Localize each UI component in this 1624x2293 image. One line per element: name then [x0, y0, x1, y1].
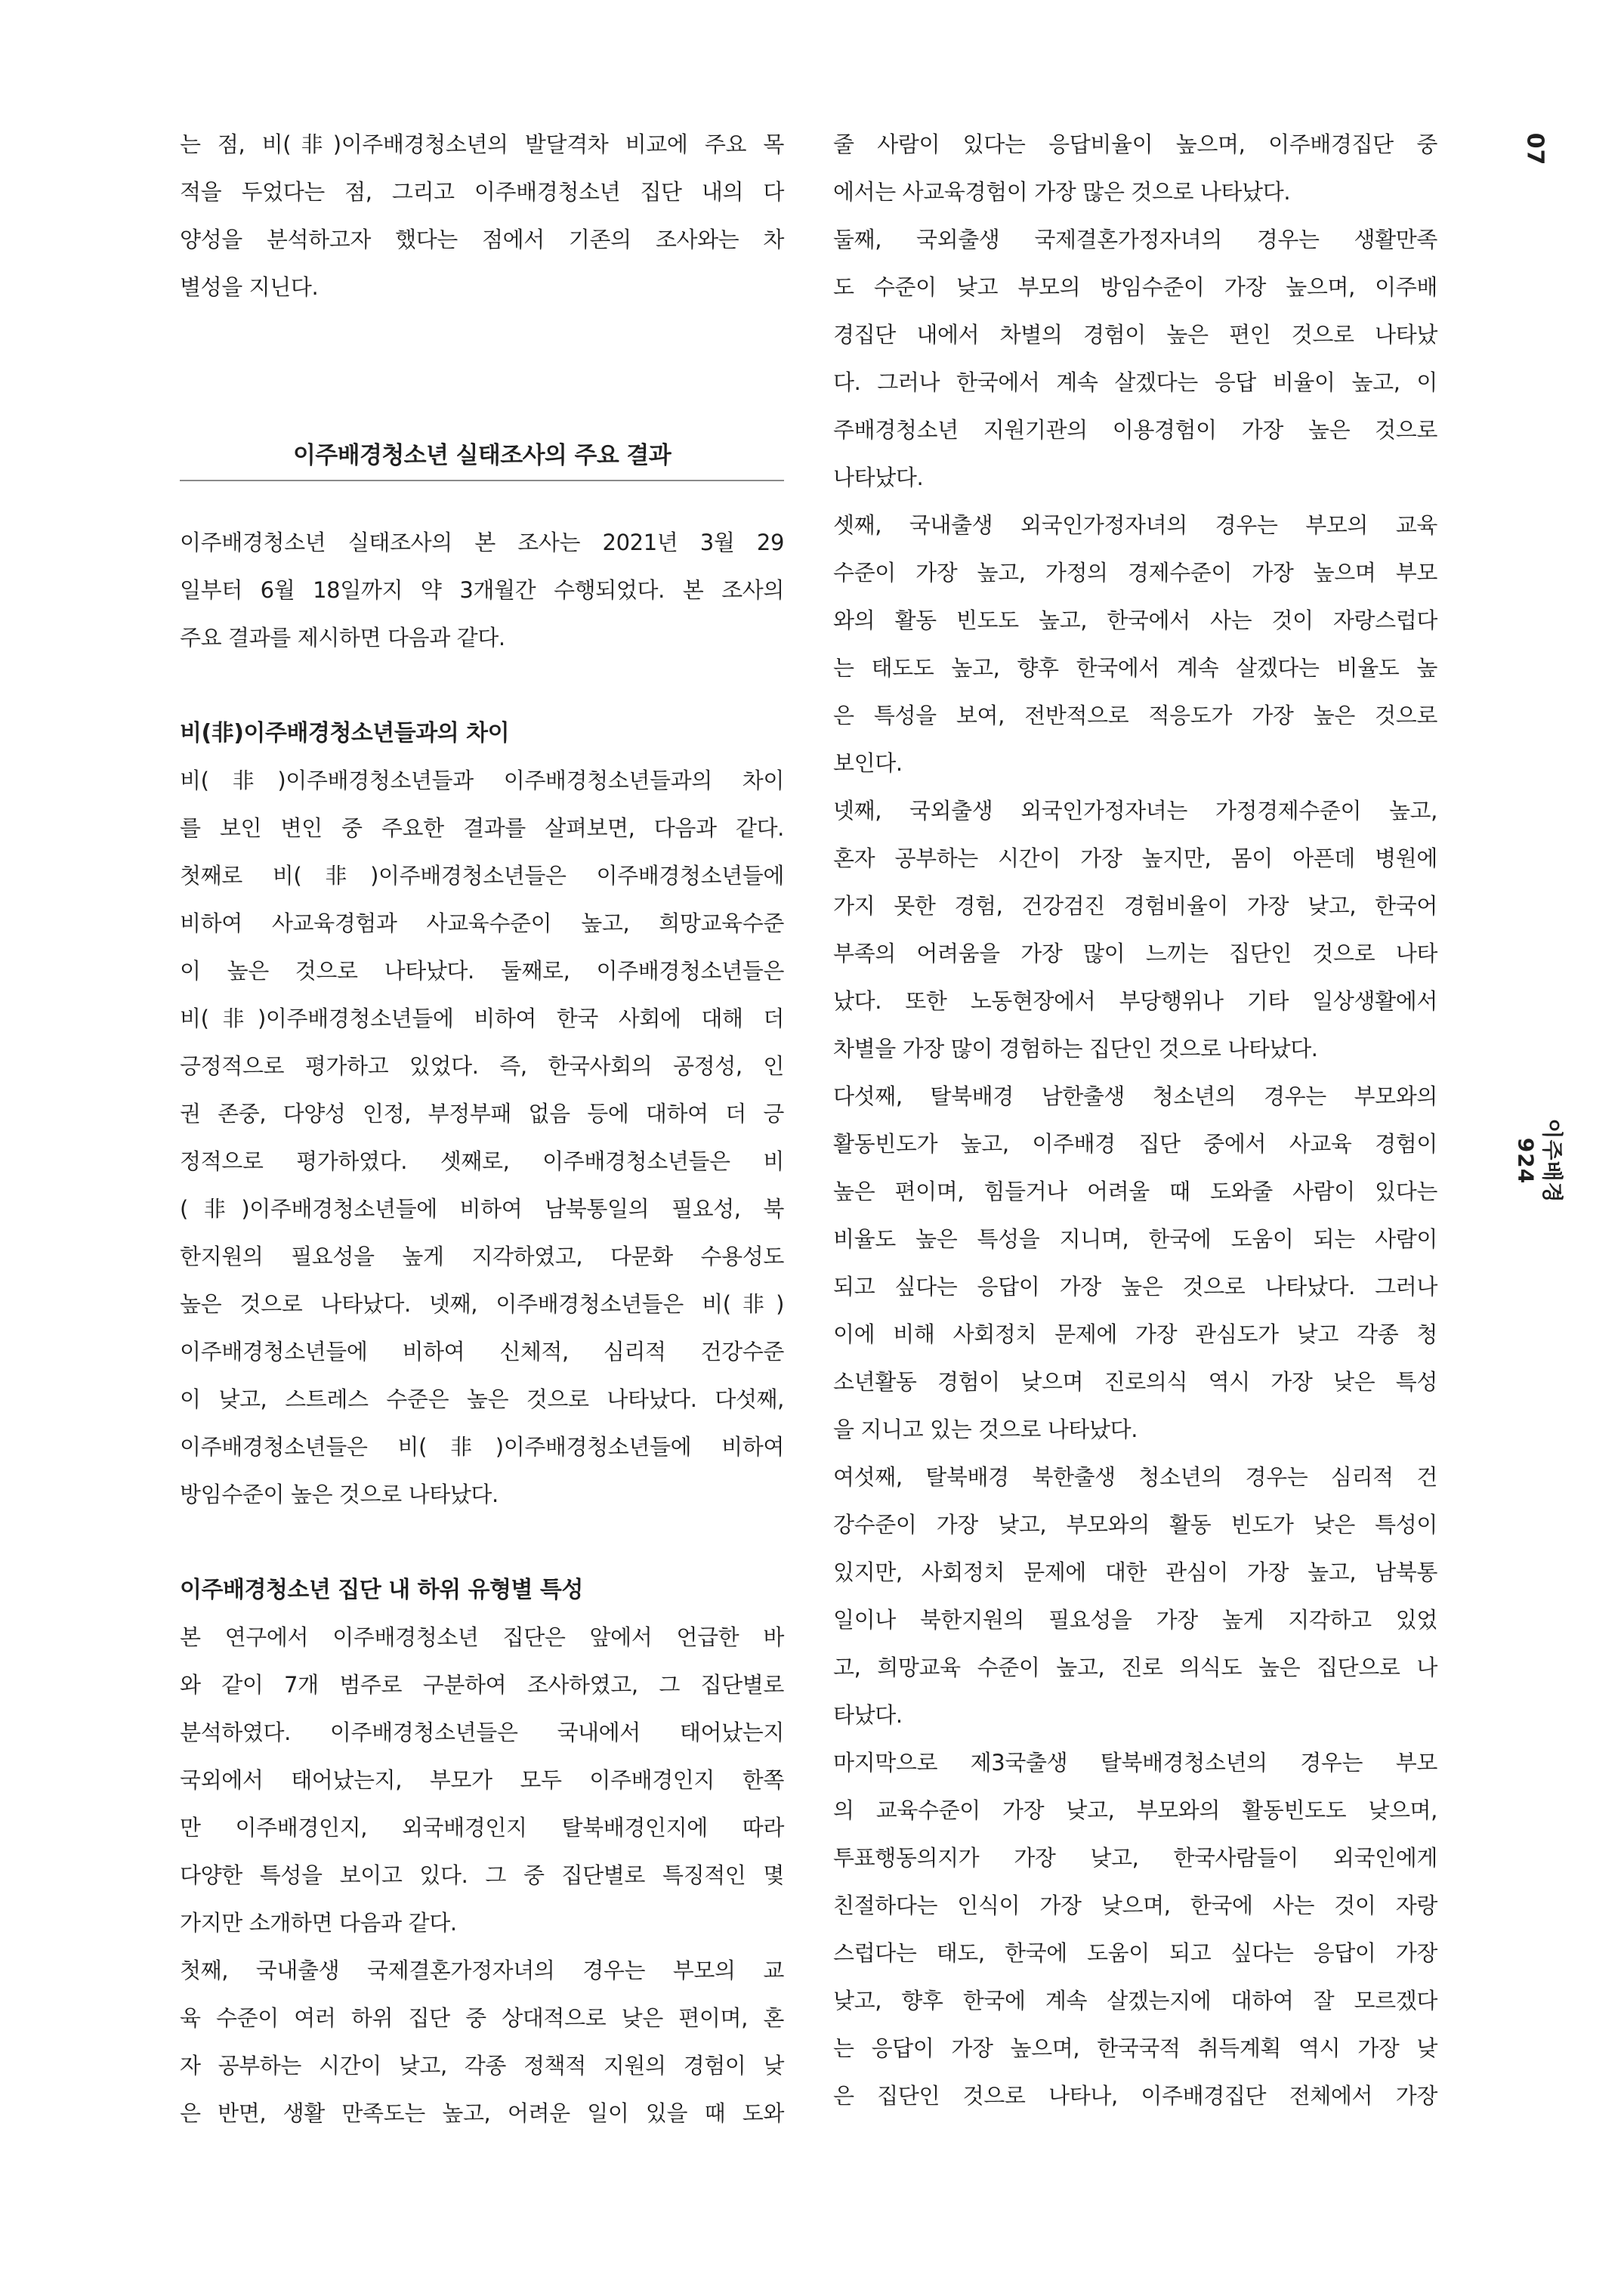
- subsection-title-differences: 비(非)이주배경청소년들과의 차이: [180, 720, 510, 746]
- paragraph-second-group: [833, 216, 1437, 502]
- paragraph-continued: [833, 121, 1437, 216]
- text-line: 양성을 분석하고자 했다는 점에서 기존의 조사와는 차: [180, 227, 784, 252]
- text-line: 에서는 사교육경험이 가장 많은 것으로 나타났다.: [833, 179, 1291, 205]
- section-title: 이주배경청소년 실태조사의 주요 결과: [292, 442, 672, 469]
- text-line: 높은 것으로 나타났다. 넷째, 이주배경청소년들은 비(非): [180, 1291, 784, 1317]
- text-line: 다. 그러나 한국에서 계속 살겠다는 응답 비율이 높고, 이: [833, 369, 1437, 395]
- text-line: 첫째, 국내출생 국제결혼가정자녀의 경우는 부모의 교: [180, 1958, 784, 1983]
- text-line: 둘째, 국외출생 국제결혼가정자녀의 경우는 생활만족: [833, 227, 1437, 252]
- text-line: 타났다.: [833, 1702, 903, 1728]
- text-line: 이주배경청소년들은 비(非)이주배경청소년들에 비하여: [180, 1434, 784, 1460]
- page-number: 07: [1521, 132, 1548, 166]
- text-line: 비(非)이주배경청소년들에 비하여 한국 사회에 대해 더: [180, 1006, 784, 1031]
- text-line: 스럽다는 태도, 한국에 도움이 되고 싶다는 응답이 가장: [833, 1940, 1437, 1966]
- paragraph-fourth-group: [833, 787, 1437, 1073]
- text-line: 를 보인 변인 중 주요한 결과를 살펴보면, 다음과 같다.: [180, 815, 784, 841]
- left-column: [180, 121, 784, 2137]
- text-line: 이 낮고, 스트레스 수준은 높은 것으로 나타났다. 다섯째,: [180, 1386, 784, 1412]
- text-line: 첫째로 비(非)이주배경청소년들은 이주배경청소년들에: [180, 863, 784, 888]
- text-line: 와 같이 7개 범주로 구분하여 조사하였고, 그 집단별로: [180, 1672, 784, 1698]
- text-line: 자 공부하는 시간이 낮고, 각종 정책적 지원의 경험이 낮: [180, 2053, 784, 2078]
- text-line: 고, 희망교육 수준이 높고, 진로 의식도 높은 집단으로 나: [833, 1655, 1437, 1680]
- subtypes-paragraph: [180, 1614, 784, 1947]
- text-line: 여섯째, 탈북배경 북한출생 청소년의 경우는 심리적 건: [833, 1464, 1437, 1490]
- paragraph-fifth-group: [833, 1073, 1437, 1454]
- text-line: 육 수준이 여러 하위 집단 중 상대적으로 낮은 편이며, 혼: [180, 2005, 784, 2031]
- text-line: 한지원의 필요성을 높게 지각하였고, 다문화 수용성도: [180, 1244, 784, 1269]
- text-line: (非)이주배경청소년들에 비하여 남북통일의 필요성, 북: [180, 1196, 784, 1222]
- subsection-title-subtypes: 이주배경청소년 집단 내 하위 유형별 특성: [180, 1577, 583, 1603]
- text-line: 은 특성을 보여, 전반적으로 적응도가 가장 높은 것으로: [833, 703, 1437, 728]
- text-line: 주요 결과를 제시하면 다음과 같다.: [180, 625, 505, 651]
- text-line: 이에 비해 사회정치 문제에 가장 관심도가 낮고 각종 청: [833, 1321, 1437, 1347]
- text-line: 줄 사람이 있다는 응답비율이 높으며, 이주배경집단 중: [833, 131, 1437, 157]
- text-line: 이주배경청소년들에 비하여 신체적, 심리적 건강수준: [180, 1339, 784, 1364]
- text-line: 혼자 공부하는 시간이 가장 높지만, 몸이 아픈데 병원에: [833, 845, 1437, 871]
- text-line: 활동빈도가 높고, 이주배경 집단 중에서 사교육 경험이: [833, 1131, 1437, 1157]
- text-line: 보인다.: [833, 750, 903, 776]
- text-line: 가지만 소개하면 다음과 같다.: [180, 1910, 457, 1936]
- text-line: 비(非)이주배경청소년들과 이주배경청소년들과의 차이: [180, 768, 784, 793]
- text-line: 만 이주배경인지, 외국배경인지 탈북배경인지에 따라: [180, 1815, 784, 1840]
- text-line: 나타났다.: [833, 465, 924, 490]
- text-line: 와의 활동 빈도도 높고, 한국에서 사는 것이 자랑스럽다: [833, 607, 1437, 633]
- paragraph-sixth-group: [833, 1454, 1437, 1739]
- text-line: 투표행동의지가 가장 낮고, 한국사람들이 외국인에게: [833, 1845, 1437, 1871]
- text-line: 가지 못한 경험, 건강검진 경험비율이 가장 낮고, 한국어: [833, 893, 1437, 919]
- text-line: 일이나 북한지원의 필요성을 가장 높게 지각하고 있었: [833, 1607, 1437, 1633]
- paragraph-third-group: [833, 502, 1437, 787]
- text-line: 높은 편이며, 힘들거나 어려울 때 도와줄 사람이 있다는: [833, 1179, 1437, 1204]
- section-divider: [180, 480, 784, 481]
- text-line: 경집단 내에서 차별의 경험이 높은 편인 것으로 나타났: [833, 322, 1437, 348]
- text-line: 는 태도도 높고, 향후 한국에서 계속 살겠다는 비율도 높: [833, 655, 1437, 681]
- first-group-paragraph: [180, 1947, 784, 2137]
- text-line: 의 교육수준이 가장 낮고, 부모와의 활동빈도도 낮으며,: [833, 1797, 1437, 1823]
- text-line: 비율도 높은 특성을 지니며, 한국에 도움이 되는 사람이: [833, 1226, 1437, 1252]
- text-line: 별성을 지닌다.: [180, 274, 319, 300]
- magazine-side-tag: 이주배경924: [1513, 1118, 1565, 1204]
- text-line: 넷째, 국외출생 외국인가정자녀는 가정경제수준이 높고,: [833, 798, 1437, 824]
- text-line: 셋째, 국내출생 외국인가정자녀의 경우는 부모의 교육: [833, 512, 1437, 538]
- text-line: 소년활동 경험이 낮으며 진로의식 역시 가장 낮은 특성: [833, 1369, 1437, 1395]
- text-line: 국외에서 태어났는지, 부모가 모두 이주배경인지 한쪽: [180, 1767, 784, 1793]
- text-line: 부족의 어려움을 가장 많이 느끼는 집단인 것으로 나타: [833, 941, 1437, 966]
- text-line: 본 연구에서 이주배경청소년 집단은 앞에서 언급한 바: [180, 1624, 784, 1650]
- text-line: 친절하다는 인식이 가장 낮으며, 한국에 사는 것이 자랑: [833, 1893, 1437, 1918]
- text-line: 은 집단인 것으로 나타나, 이주배경집단 전체에서 가장: [833, 2083, 1437, 2109]
- text-line: 는 응답이 가장 높으며, 한국국적 취득계획 역시 가장 낮: [833, 2035, 1437, 2061]
- text-line: 수준이 가장 높고, 가정의 경제수준이 가장 높으며 부모: [833, 560, 1437, 586]
- paragraph-seventh-group: [833, 1739, 1437, 2120]
- survey-paragraph: [180, 519, 784, 662]
- text-line: 이주배경청소년 실태조사의 본 조사는 2021년 3월 29: [180, 530, 784, 555]
- text-line: 되고 싶다는 응답이 가장 높은 것으로 나타났다. 그러나: [833, 1274, 1437, 1299]
- text-line: 있지만, 사회정치 문제에 대한 관심이 가장 높고, 남북통: [833, 1559, 1437, 1585]
- text-line: 도 수준이 낮고 부모의 방임수준이 가장 높으며, 이주배: [833, 274, 1437, 300]
- text-line: 다양한 특성을 보이고 있다. 그 중 집단별로 특징적인 몇: [180, 1862, 784, 1888]
- text-line: 주배경청소년 지원기관의 이용경험이 가장 높은 것으로: [833, 417, 1437, 443]
- right-column: [833, 121, 1437, 2120]
- text-line: 분석하였다. 이주배경청소년들은 국내에서 태어났는지: [180, 1720, 784, 1745]
- text-line: 정적으로 평가하였다. 셋째로, 이주배경청소년들은 비: [180, 1148, 784, 1174]
- differences-paragraph: [180, 757, 784, 1519]
- text-line: 낮고, 향후 한국에 계속 살겠는지에 대하여 잘 모르겠다: [833, 1988, 1437, 2013]
- text-line: 을 지니고 있는 것으로 나타났다.: [833, 1417, 1138, 1442]
- text-line: 권 존중, 다양성 인정, 부정부패 없음 등에 대하여 더 긍: [180, 1101, 784, 1126]
- text-line: 강수준이 가장 낮고, 부모와의 활동 빈도가 낮은 특성이: [833, 1512, 1437, 1537]
- text-line: 일부터 6월 18일까지 약 3개월간 수행되었다. 본 조사의: [180, 577, 784, 603]
- text-line: 은 반면, 생활 만족도는 높고, 어려운 일이 있을 때 도와: [180, 2100, 784, 2126]
- intro-paragraph: [180, 121, 784, 311]
- text-line: 마지막으로 제3국출생 탈북배경청소년의 경우는 부모: [833, 1750, 1437, 1775]
- text-line: 는 점, 비(非)이주배경청소년의 발달격차 비교에 주요 목: [180, 131, 784, 157]
- text-line: 비하여 사교육경험과 사교육수준이 높고, 희망교육수준: [180, 910, 784, 936]
- text-line: 긍정적으로 평가하고 있었다. 즉, 한국사회의 공정성, 인: [180, 1053, 784, 1079]
- text-line: 다섯째, 탈북배경 남한출생 청소년의 경우는 부모와의: [833, 1083, 1437, 1109]
- text-line: 났다. 또한 노동현장에서 부당행위나 기타 일상생활에서: [833, 988, 1437, 1014]
- text-line: 적을 두었다는 점, 그리고 이주배경청소년 집단 내의 다: [180, 179, 784, 205]
- text-line: 이 높은 것으로 나타났다. 둘째로, 이주배경청소년들은: [180, 958, 784, 984]
- text-line: 차별을 가장 많이 경험하는 집단인 것으로 나타났다.: [833, 1036, 1318, 1062]
- text-line: 방임수준이 높은 것으로 나타났다.: [180, 1482, 499, 1507]
